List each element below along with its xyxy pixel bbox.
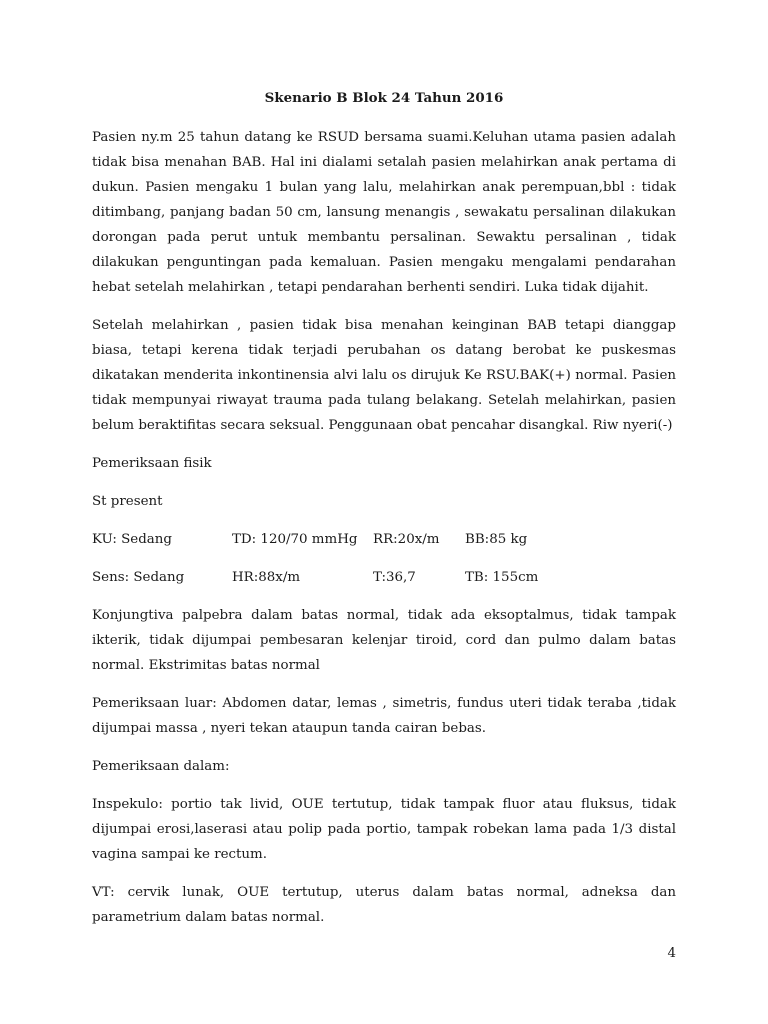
paragraph-history: Pasien ny.m 25 tahun datang ke RSUD bersama suami.Keluhan utama pasien adalah tidak bisa menahan BAB. Hal ini dialami setalah pasien melahirkan anak pertama di dukun. Pasien mengaku 1 bulan yang lalu, melahirkan anak perempuan,bbl : tidak ditimbang, panjang badan 50 cm, lansung menangis , sewakatu persalinan dilakukan dorongan pada perut untuk membantu persalinan. Sewaktu persalinan , tidak dilakukan penguntingan pada kemaluan. Pasien mengaku mengalami pendarahan hebat setelah melahirkan , tetapi pendarahan berhenti sendiri. Luka tidak dijahit.: [92, 130, 676, 295]
vital-hr: HR:88x/m: [232, 570, 301, 585]
document-page: [92, 86, 676, 943]
heading-internal-exam: Pemeriksaan dalam:: [92, 759, 230, 774]
vital-t: T:36,7: [373, 570, 416, 585]
heading-physical-exam: Pemeriksaan fisik: [92, 456, 212, 471]
paragraph-vt: VT: cervik lunak, OUE tertutup, uterus dalam batas normal, adneksa dan parametrium dalam batas normal.: [92, 885, 676, 925]
document-title: Skenario B Blok 24 Tahun 2016: [264, 90, 504, 106]
vital-rr: RR:20x/m: [373, 532, 440, 547]
vital-tb: TB: 155cm: [465, 570, 539, 585]
vital-sens: Sens: Sedang: [92, 570, 185, 585]
vitals-row-1: [92, 527, 676, 552]
heading-st-present: St present: [92, 494, 163, 509]
vital-ku: KU: Sedang: [92, 532, 172, 547]
paragraph-external-exam: Pemeriksaan luar: Abdomen datar, lemas , simetris, fundus uteri tidak teraba ,tidak dijumpai massa , nyeri tekan ataupun tanda cairan bebas.: [92, 696, 676, 736]
paragraph-after-birth: Setelah melahirkan , pasien tidak bisa menahan keinginan BAB tetapi dianggap biasa, tetapi kerena tidak terjadi perubahan os datang berobat ke puskesmas dikatakan menderita inkontinensia alvi lalu os dirujuk Ke RSU.BAK(+) normal. Pasien tidak mempunyai riwayat trauma pada tulang belakang. Setelah melahirkan, pasien belum beraktifitas secara seksual. Penggunaan obat pencahar disangkal. Riw nyeri(-): [92, 318, 676, 433]
page-number: 4: [667, 946, 676, 961]
vitals-row-2: [92, 565, 676, 590]
vital-bb: BB:85 kg: [465, 532, 528, 547]
vital-td: TD: 120/70 mmHg: [232, 532, 358, 547]
paragraph-inspekulo: Inspekulo: portio tak livid, OUE tertutup, tidak tampak fluor atau fluksus, tidak dijumpai erosi,laserasi atau polip pada portio, tampak robekan lama pada 1/3 distal vagina sampai ke rectum.: [92, 797, 676, 862]
paragraph-konjungtiva: Konjungtiva palpebra dalam batas normal, tidak ada eksoptalmus, tidak tampak ikterik, tidak dijumpai pembesaran kelenjar tiroid, cord dan pulmo dalam batas normal. Ekstrimitas batas normal: [92, 608, 676, 673]
